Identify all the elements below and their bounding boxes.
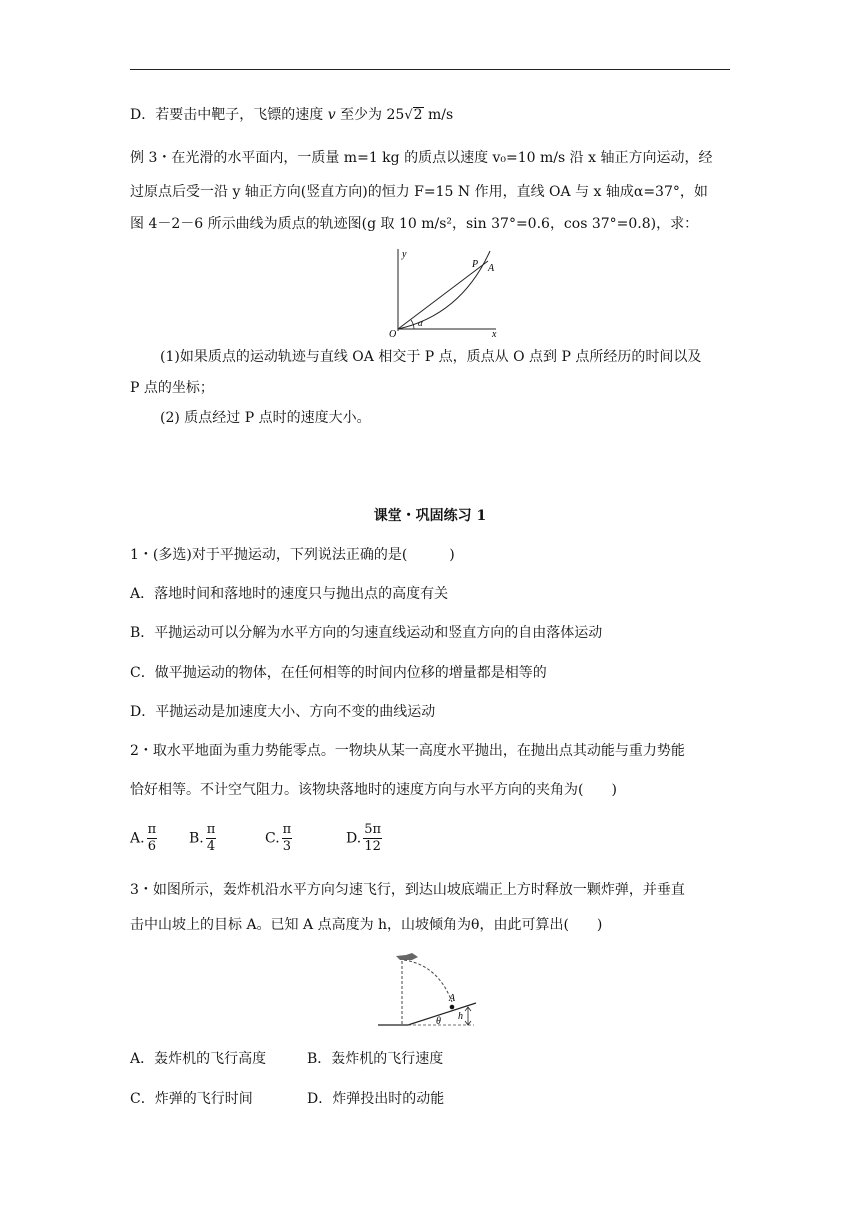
label-p: P <box>472 259 479 270</box>
label-a: A <box>449 993 456 1004</box>
example3-line1: 例 3・在光滑的水平面内，一质量 m=1 kg 的质点以速度 v₀=10 m/s 沿 x 轴正方向运动，经 <box>130 150 713 166</box>
option-label: C. <box>265 830 280 847</box>
problem3-option-a: A．轰炸机的飞行高度 <box>130 1051 267 1067</box>
problem2-option-d <box>346 822 384 855</box>
header-rule <box>130 69 730 70</box>
numerator: π <box>282 822 292 837</box>
problem1-option-c: C．做平抛运动的物体，在任何相等的时间内位移的增量都是相等的 <box>130 665 547 681</box>
problem3-line1: 3・如图所示，轰炸机沿水平方向匀速飞行，到达山坡底端正上方时释放一颗炸弹，并垂直 <box>130 882 685 898</box>
denominator: 3 <box>282 839 292 854</box>
fraction <box>147 822 158 855</box>
label-a: A <box>488 263 495 274</box>
question2: (2) 质点经过 P 点时的速度大小。 <box>160 410 371 426</box>
problem2-option-b <box>189 822 218 855</box>
bomber-icon <box>396 953 418 960</box>
example3-line3: 图 4－2－6 所示曲线为质点的轨迹图(g 取 10 m/s²，sin 37°=0.6，cos 37°=0.8)，求： <box>130 216 699 232</box>
problem1-stem: 1・(多选)对于平抛运动，下列说法正确的是( ) <box>130 547 455 563</box>
label-h: h <box>458 1011 463 1022</box>
problem2-option-c <box>265 822 294 855</box>
fraction <box>206 822 217 855</box>
problem1-option-d: D．平抛运动是加速度大小、方向不变的曲线运动 <box>130 704 436 720</box>
problem2-option-a <box>130 822 159 855</box>
section-title: 课堂・巩固练习 1 <box>373 508 487 524</box>
numerator: 5π <box>364 822 382 837</box>
trajectory-figure <box>386 243 506 338</box>
numerator: π <box>206 822 216 837</box>
option-d-line: D．若要击中靶子，飞镖的速度 v 至少为 25√2 m/s <box>130 107 454 123</box>
target-point <box>450 1005 455 1010</box>
example3-line2: 过原点后受一沿 y 轴正方向(竖直方向)的恒力 F=15 N 作用，直线 OA 与 x 轴成α=37°，如 <box>130 184 708 200</box>
denominator: 6 <box>147 839 156 854</box>
problem3-option-d: D．炸弹投出时的动能 <box>307 1091 445 1107</box>
problem1-option-b: B．平抛运动可以分解为水平方向的匀速直线运动和竖直方向的自由落体运动 <box>130 625 603 641</box>
sqrt-value: 2 <box>413 107 423 123</box>
fraction <box>363 822 382 855</box>
label-alpha: α <box>418 318 423 328</box>
bomber-figure <box>376 950 481 1030</box>
label-theta: θ <box>436 1016 441 1027</box>
line-oa <box>398 261 488 329</box>
question1-line1: (1)如果质点的运动轨迹与直线 OA 相交于 P 点，质点从 O 点到 P 点所经历的时间以及 <box>160 349 702 365</box>
option-label: D. <box>346 830 362 847</box>
question1-line2: P 点的坐标； <box>130 380 214 396</box>
problem3-option-c: C．炸弹的飞行时间 <box>130 1091 253 1107</box>
option-d-mid: 至少为 25 <box>340 107 405 123</box>
problem1-option-a: A．落地时间和落地时的速度只与抛出点的高度有关 <box>130 586 449 602</box>
option-d-unit: m/s <box>423 107 454 123</box>
fraction <box>282 822 293 855</box>
option-label: B. <box>189 830 204 847</box>
option-label: A. <box>130 830 145 847</box>
problem2-line1: 2・取水平地面为重力势能零点。一物块从某一高度水平抛出，在抛出点其动能与重力势能 <box>130 743 685 759</box>
problem3-option-b: B．轰炸机的飞行速度 <box>307 1051 444 1067</box>
label-y: y <box>402 249 407 260</box>
label-o: O <box>389 329 397 338</box>
option-d-text: D．若要击中靶子，飞镖的速度 <box>130 107 324 123</box>
problem2-line2: 恰好相等。不计空气阻力。该物块落地时的速度方向与水平方向的夹角为( ) <box>130 782 617 798</box>
var-v: v <box>327 107 336 123</box>
problem3-line2: 击中山坡上的目标 A。已知 A 点高度为 h，山坡倾角为θ，由此可算出( ) <box>130 917 603 933</box>
bomb-path <box>404 960 452 1002</box>
label-x: x <box>492 329 497 338</box>
denominator: 12 <box>364 839 381 854</box>
numerator: π <box>147 822 157 837</box>
denominator: 4 <box>206 839 216 854</box>
